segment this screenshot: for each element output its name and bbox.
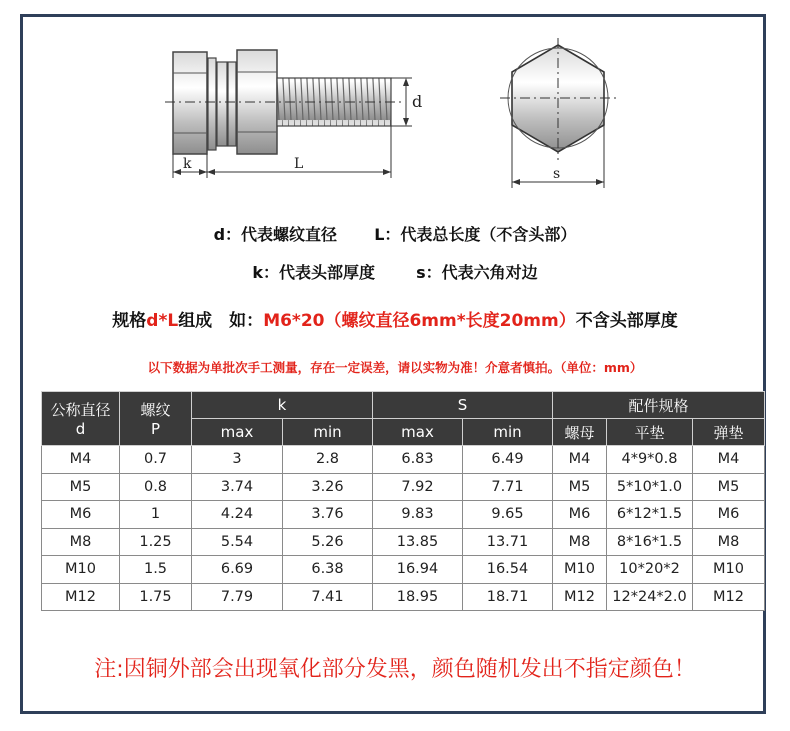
table-cell: M12 [553, 583, 607, 611]
table-cell: 0.7 [120, 446, 192, 474]
table-cell: 8*16*1.5 [607, 528, 693, 556]
table-cell: 3.74 [192, 473, 283, 501]
spec-example-line [0, 306, 790, 331]
table-cell: M10 [42, 556, 120, 584]
table-cell: 7.79 [192, 583, 283, 611]
header-k: k [192, 392, 373, 419]
table-cell: 0.8 [120, 473, 192, 501]
table-cell: 3 [192, 446, 283, 474]
table-cell: 16.94 [373, 556, 463, 584]
table-cell: M6 [553, 501, 607, 529]
oxidation-note: 注:因铜外部会出现氧化部分发黑，颜色随机发出不指定颜色！ [94, 657, 696, 682]
table-cell: M10 [693, 556, 765, 584]
table-cell: 5.54 [192, 528, 283, 556]
table-cell: 6*12*1.5 [607, 501, 693, 529]
table-cell: 13.71 [463, 528, 553, 556]
table-cell: M8 [693, 528, 765, 556]
header-k-min: min [283, 419, 373, 446]
table-cell: 3.26 [283, 473, 373, 501]
table-cell: M5 [693, 473, 765, 501]
header-pitch: 螺纹 P [120, 392, 192, 446]
header-s-max: max [373, 419, 463, 446]
table-cell: 6.69 [192, 556, 283, 584]
table-cell: 6.38 [283, 556, 373, 584]
table-cell: 5.26 [283, 528, 373, 556]
table-cell: 12*24*2.0 [607, 583, 693, 611]
legend-k: k：代表头部厚度 [252, 263, 375, 282]
spring-washer [208, 58, 216, 150]
header-spring-washer: 弹垫 [693, 419, 765, 446]
table-row [42, 528, 765, 556]
table-cell: M4 [553, 446, 607, 474]
header-nominal: 公称直径 d [42, 392, 120, 446]
table-row [42, 473, 765, 501]
spec-middle: 组成 如： [178, 311, 264, 331]
table-cell: 1 [120, 501, 192, 529]
measurement-note: 以下数据为单批次手工测量，存在一定误差，请以实物为准！介意者慎拍。（单位：mm） [147, 360, 643, 375]
legend-line-2 [0, 260, 790, 283]
bolt-side-view [165, 50, 422, 178]
table-cell: 18.95 [373, 583, 463, 611]
dimension-d-label: d [412, 92, 423, 111]
table-cell: 9.65 [463, 501, 553, 529]
table-cell: 7.71 [463, 473, 553, 501]
table-row [42, 556, 765, 584]
legend-L: L：代表总长度（不含头部） [374, 225, 577, 244]
table-cell: 7.41 [283, 583, 373, 611]
dimension-k-label: k [183, 156, 192, 172]
dimension-L-label: L [294, 156, 304, 172]
table-cell: 10*20*2 [607, 556, 693, 584]
table-row [42, 501, 765, 529]
table-cell: 6.49 [463, 446, 553, 474]
table-cell: 18.71 [463, 583, 553, 611]
table-cell: M8 [42, 528, 120, 556]
spec-prefix: 规格 [112, 311, 147, 331]
table-row [42, 583, 765, 611]
table-cell: 1.25 [120, 528, 192, 556]
legend-d: d：代表螺纹直径 [213, 225, 338, 244]
header-s-min: min [463, 419, 553, 446]
table-cell: M8 [553, 528, 607, 556]
table-cell: 16.54 [463, 556, 553, 584]
table-cell: M6 [42, 501, 120, 529]
table-cell: 4*9*0.8 [607, 446, 693, 474]
legend-s: s：代表六角对边 [416, 263, 538, 282]
table-cell: 13.85 [373, 528, 463, 556]
spec-table [41, 391, 765, 611]
spec-dl: d*L [146, 311, 179, 331]
table-cell: 9.83 [373, 501, 463, 529]
table-cell: M5 [42, 473, 120, 501]
table-cell: M6 [693, 501, 765, 529]
table-cell: 5*10*1.0 [607, 473, 693, 501]
legend-line-1 [0, 222, 790, 245]
header-accessory: 配件规格 [553, 392, 765, 419]
table-cell: M10 [553, 556, 607, 584]
spec-example: M6*20（螺纹直径6mm*长度20mm） [263, 311, 576, 331]
table-cell: M12 [42, 583, 120, 611]
table-cell: 4.24 [192, 501, 283, 529]
bolt-diagram [0, 0, 790, 215]
table-cell: M12 [693, 583, 765, 611]
spec-suffix: 不含头部厚度 [575, 311, 678, 331]
table-cell: M4 [693, 446, 765, 474]
header-nut: 螺母 [553, 419, 607, 446]
hex-head-top-view [500, 38, 616, 188]
flat-washer [217, 62, 227, 146]
table-cell: M5 [553, 473, 607, 501]
table-cell: M4 [42, 446, 120, 474]
table-cell: 3.76 [283, 501, 373, 529]
table-cell: 6.83 [373, 446, 463, 474]
table-cell: 2.8 [283, 446, 373, 474]
table-cell: 1.5 [120, 556, 192, 584]
table-cell: 7.92 [373, 473, 463, 501]
dimension-s-label: s [553, 166, 561, 182]
header-k-max: max [192, 419, 283, 446]
table-row [42, 446, 765, 474]
table-cell: 1.75 [120, 583, 192, 611]
bolt-head [173, 52, 207, 154]
header-flat-washer: 平垫 [607, 419, 693, 446]
header-s: S [373, 392, 553, 419]
